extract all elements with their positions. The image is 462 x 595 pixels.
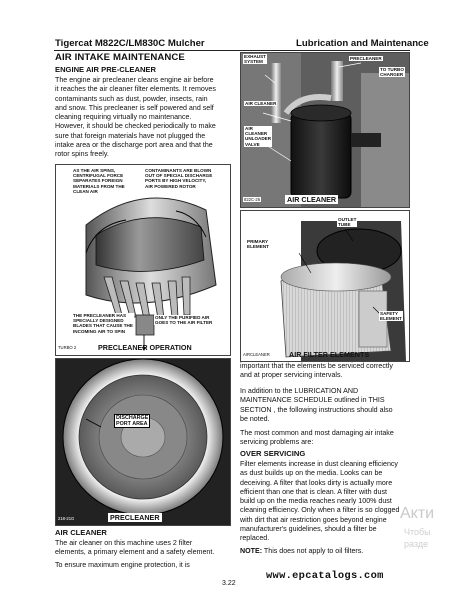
note-label: NOTE: [240, 547, 263, 555]
label-contaminants: CONTAMINANTS ARE BLOWN OUT OF SPECIAL DISCHARGE PORTS BY HIGH VELOCITY, AIR POWERED ROTOR [145, 168, 213, 189]
text-line: The engine air precleaner cleans engine air before [55, 76, 214, 84]
figure-caption: PRECLEANER [110, 513, 160, 522]
text-line: replaced. [240, 534, 270, 543]
figure-code: TURBO 2 [58, 345, 77, 350]
label-unloader-valve: AIR CLEANER UNLOADER VALVE [245, 126, 272, 147]
figure-code: 822C-26 [244, 197, 261, 202]
air-cleaner-photo-figure [240, 52, 410, 208]
text-line: efficient than one that is clean. A filter with dust [240, 487, 387, 496]
paragraph-schedule [240, 387, 412, 424]
paragraph-precleaner [55, 76, 233, 160]
subsection-title: ENGINE AIR PRE-CLEANER [55, 65, 156, 74]
section-title: AIR INTAKE MAINTENANCE [55, 52, 185, 63]
text-line: sure that foreign materials have not plugged the [55, 131, 206, 140]
text-line: Filter elements increase in dust cleaning efficiency [240, 460, 398, 468]
text-line: deceiving. A filter that looks dirty is actually more [240, 478, 393, 487]
precleaner-operation-figure [55, 164, 231, 356]
text-line: important that the elements be serviced correctly [240, 362, 393, 370]
figure-code: 218-21G [58, 516, 75, 521]
label-precleaner-blades: THE PRECLEANER HAS SPECIALLY DESIGNED BLADES THAT CAUSE THE INCOMING AIR TO SPIN [73, 313, 133, 334]
page-number: 3.22 [222, 580, 236, 587]
text-line: SECTION , the following instructions should also [240, 405, 393, 414]
over-servicing-heading: OVER SERVICING [240, 449, 306, 458]
text-line: intake area or the discharge port area and that the [55, 141, 213, 150]
label-precleaner: PRECLEANER [350, 56, 382, 61]
text-line: However, it should be checked periodically to make [55, 122, 216, 131]
text-line: it reaches the air cleaner filter elements. It removes [55, 85, 216, 94]
text-line: cleaning efficiency. Only when a filter is so clogged [240, 506, 400, 515]
paragraph-over-servicing [240, 460, 412, 544]
text-line: with dirt that air restriction goes beyond engine [240, 515, 387, 524]
label-safety-element: SAFETY ELEMENT [380, 311, 402, 322]
activation-watermark-sub: Чтобы разде [404, 527, 431, 549]
precleaner-top-view-photo [56, 359, 230, 525]
precleaner-photo-figure [55, 358, 231, 526]
paragraph-servicing [240, 362, 412, 381]
figure-caption: AIR FILTER ELEMENTS [289, 350, 370, 359]
text-line: build up on the media reaches nearly 100% dust [240, 497, 392, 506]
note-text: This does not apply to oil filters. [262, 547, 364, 555]
note [240, 547, 363, 556]
text-line: manufacturer's guidelines, should a filter be [240, 525, 377, 534]
label-centrifugal-force: AS THE AIR SPINS, CENTRIFUGAL FORCE SEPARATES FOREIGN MATERIALS FROM THE CLEAN AIR [73, 168, 125, 194]
label-air-cleaner: AIR CLEANER [245, 101, 277, 106]
text-line: The most common and most damaging air intake [240, 429, 394, 437]
text-line: The air cleaner on this machine uses 2 filter [55, 539, 193, 547]
text-line: contaminants such as dust, powder, insects, rain [55, 94, 208, 103]
text-line: and at proper servicing intervals. [240, 371, 343, 380]
text-line: MAINTENANCE SCHEDULE outlined in THIS [240, 396, 385, 405]
text-line: elements, a primary element and a safety element. [55, 548, 215, 557]
text-line: cleaning requiring virtually no maintenance. [55, 113, 192, 122]
air-filter-elements-figure [240, 210, 410, 362]
text-line: servicing problems are: [240, 438, 314, 447]
text-line: To ensure maximum engine protection, it is [55, 560, 190, 569]
header-rule [54, 50, 410, 51]
label-discharge-port: DISCHARGE PORT AREA [116, 415, 149, 427]
site-url[interactable]: www.epcatalogs.com [266, 570, 384, 582]
text-line: In addition to the LUBRICATION AND [240, 387, 359, 395]
paragraph-air-cleaner [55, 539, 235, 570]
figure-code: AIRCLEANER [243, 352, 270, 357]
label-outlet-tube: OUTLET TUBE [338, 217, 357, 228]
filter-elements-photo [241, 211, 409, 361]
text-line: be noted. [240, 414, 270, 423]
figure-caption: AIR CLEANER [287, 195, 337, 204]
text-line: and snow. This precleaner is self powered and self [55, 103, 214, 112]
label-to-turbo-charger: TO TURBO CHARGER [380, 67, 404, 78]
label-exhaust-system: EXHAUST SYSTEM [244, 54, 266, 65]
label-primary-element: PRIMARY ELEMENT [247, 239, 269, 250]
paragraph-problems [240, 429, 412, 448]
chapter-title: Lubrication and Maintenance [296, 38, 429, 49]
air-cleaner-heading: AIR CLEANER [55, 528, 107, 537]
manual-title: Tigercat M822C/LM830C Mulcher [55, 38, 205, 49]
activation-watermark: Акти [400, 505, 435, 522]
text-line: rotor spins freely. [55, 150, 109, 159]
figure-caption: PRECLEANER OPERATION [98, 343, 192, 352]
label-purified-air: ONLY THE PURIFIED AIR GOES TO THE AIR FILTER [155, 315, 213, 326]
text-line: as dust builds up on the media. Looks can be [240, 469, 383, 478]
